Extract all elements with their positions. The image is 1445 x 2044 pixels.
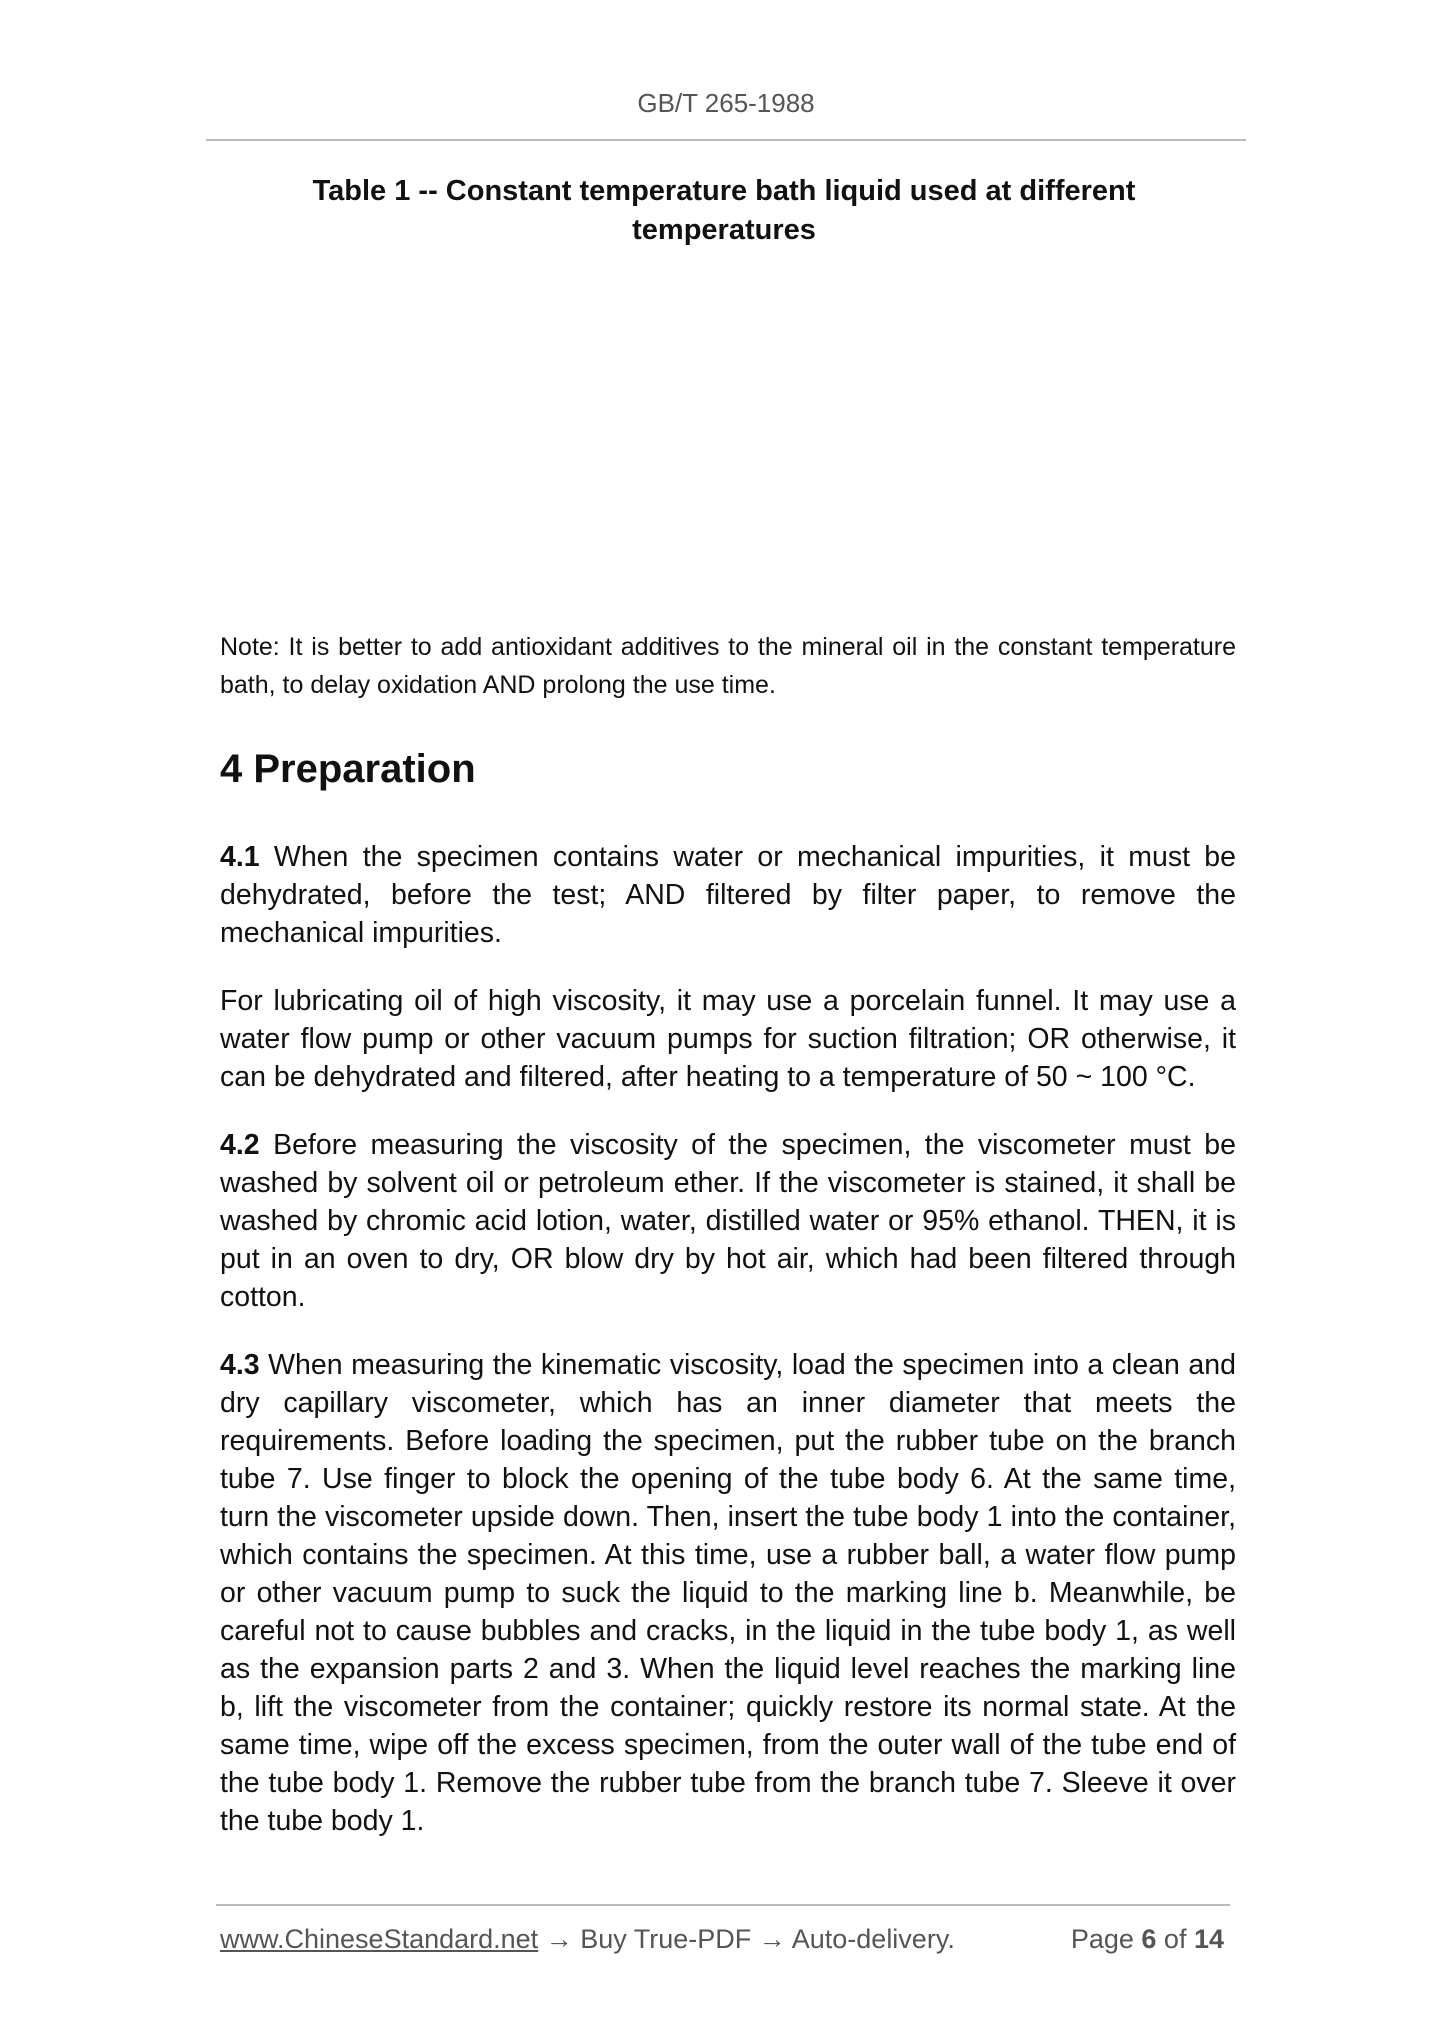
footer-divider [216, 1904, 1230, 1906]
header-divider [206, 139, 1246, 141]
page-of-label: of [1156, 1924, 1194, 1954]
page-label: Page [1070, 1924, 1142, 1954]
paragraph-4-1-continued [220, 982, 1236, 1096]
clause-number: 4.1 [220, 841, 260, 873]
website-link[interactable]: www.ChineseStandard.net [220, 1924, 539, 1954]
table-placeholder-area [220, 260, 1230, 620]
paragraph-4-1 [220, 838, 1236, 952]
footer-tagline: → Buy True-PDF → Auto-delivery. [538, 1924, 955, 1954]
table-title [290, 172, 1158, 250]
paragraph-text: When measuring the kinematic viscosity, load the specimen into a clean and dry capillary viscometer, which has an inner diameter that meets the requirements. Before loading the specimen, put the rubber tube on the branch tube 7. Use finger to block the opening of the tube body 6. At the same time, turn the viscometer upside down. Then, insert the tube body 1 into the container, which contains the specimen. At this time, use a rubber ball, a water flow pump or other vacuum pump to suck the liquid to the marking line b. Meanwhile, be careful not to cause bubbles and cracks, in the liquid in the tube body 1, as well as the expansion parts 2 and 3. When the liquid level reaches the marking line b, lift the viscometer from the container; quickly restore its normal state. At the same time, wipe off the excess specimen, from the outer wall of the tube end of the tube body 1. Remove the rubber tube from the branch tube 7. Sleeve it over the tube body 1. [220, 1349, 1236, 1837]
table-note: Note: It is better to add antioxidant additives to the mineral oil in the constant temperature bath, to delay oxidation AND prolong the use time. [220, 633, 1236, 699]
page-total: 14 [1193, 1924, 1224, 1954]
table-title-line-2: temperatures [632, 214, 816, 246]
clause-number: 4.3 [220, 1349, 260, 1381]
section-heading: 4 Preparation [220, 747, 476, 791]
page-current: 6 [1141, 1924, 1157, 1954]
page-footer [220, 1922, 1230, 1956]
paragraph-4-2 [220, 1126, 1236, 1316]
paragraph-4-3 [220, 1346, 1236, 1840]
paragraph-text: When the specimen contains water or mechanical impurities, it must be dehydrated, before the test; AND filtered by filter paper, to remove the mechanical impurities. [220, 841, 1236, 949]
table-title-line-1: Table 1 -- Constant temperature bath liquid used at different [312, 175, 1136, 207]
page-indicator [1071, 1922, 1224, 1956]
document-header: GB/T 265-1988 [637, 88, 815, 118]
clause-number: 4.2 [220, 1129, 260, 1161]
paragraph-text: Before measuring the viscosity of the specimen, the viscometer must be washed by solvent oil or petroleum ether. If the viscometer is stained, it shall be washed by chromic acid lotion, water, distilled water or 95% ethanol. THEN, it is put in an oven to dry, OR blow dry by hot air, which had been filtered through cotton. [220, 1129, 1236, 1313]
paragraph-text: For lubricating oil of high viscosity, it may use a porcelain funnel. It may use a water flow pump or other vacuum pumps for suction filtration; OR otherwise, it can be dehydrated and filtered, after heating to a temperature of 50 ~ 100 °C. [220, 985, 1236, 1093]
